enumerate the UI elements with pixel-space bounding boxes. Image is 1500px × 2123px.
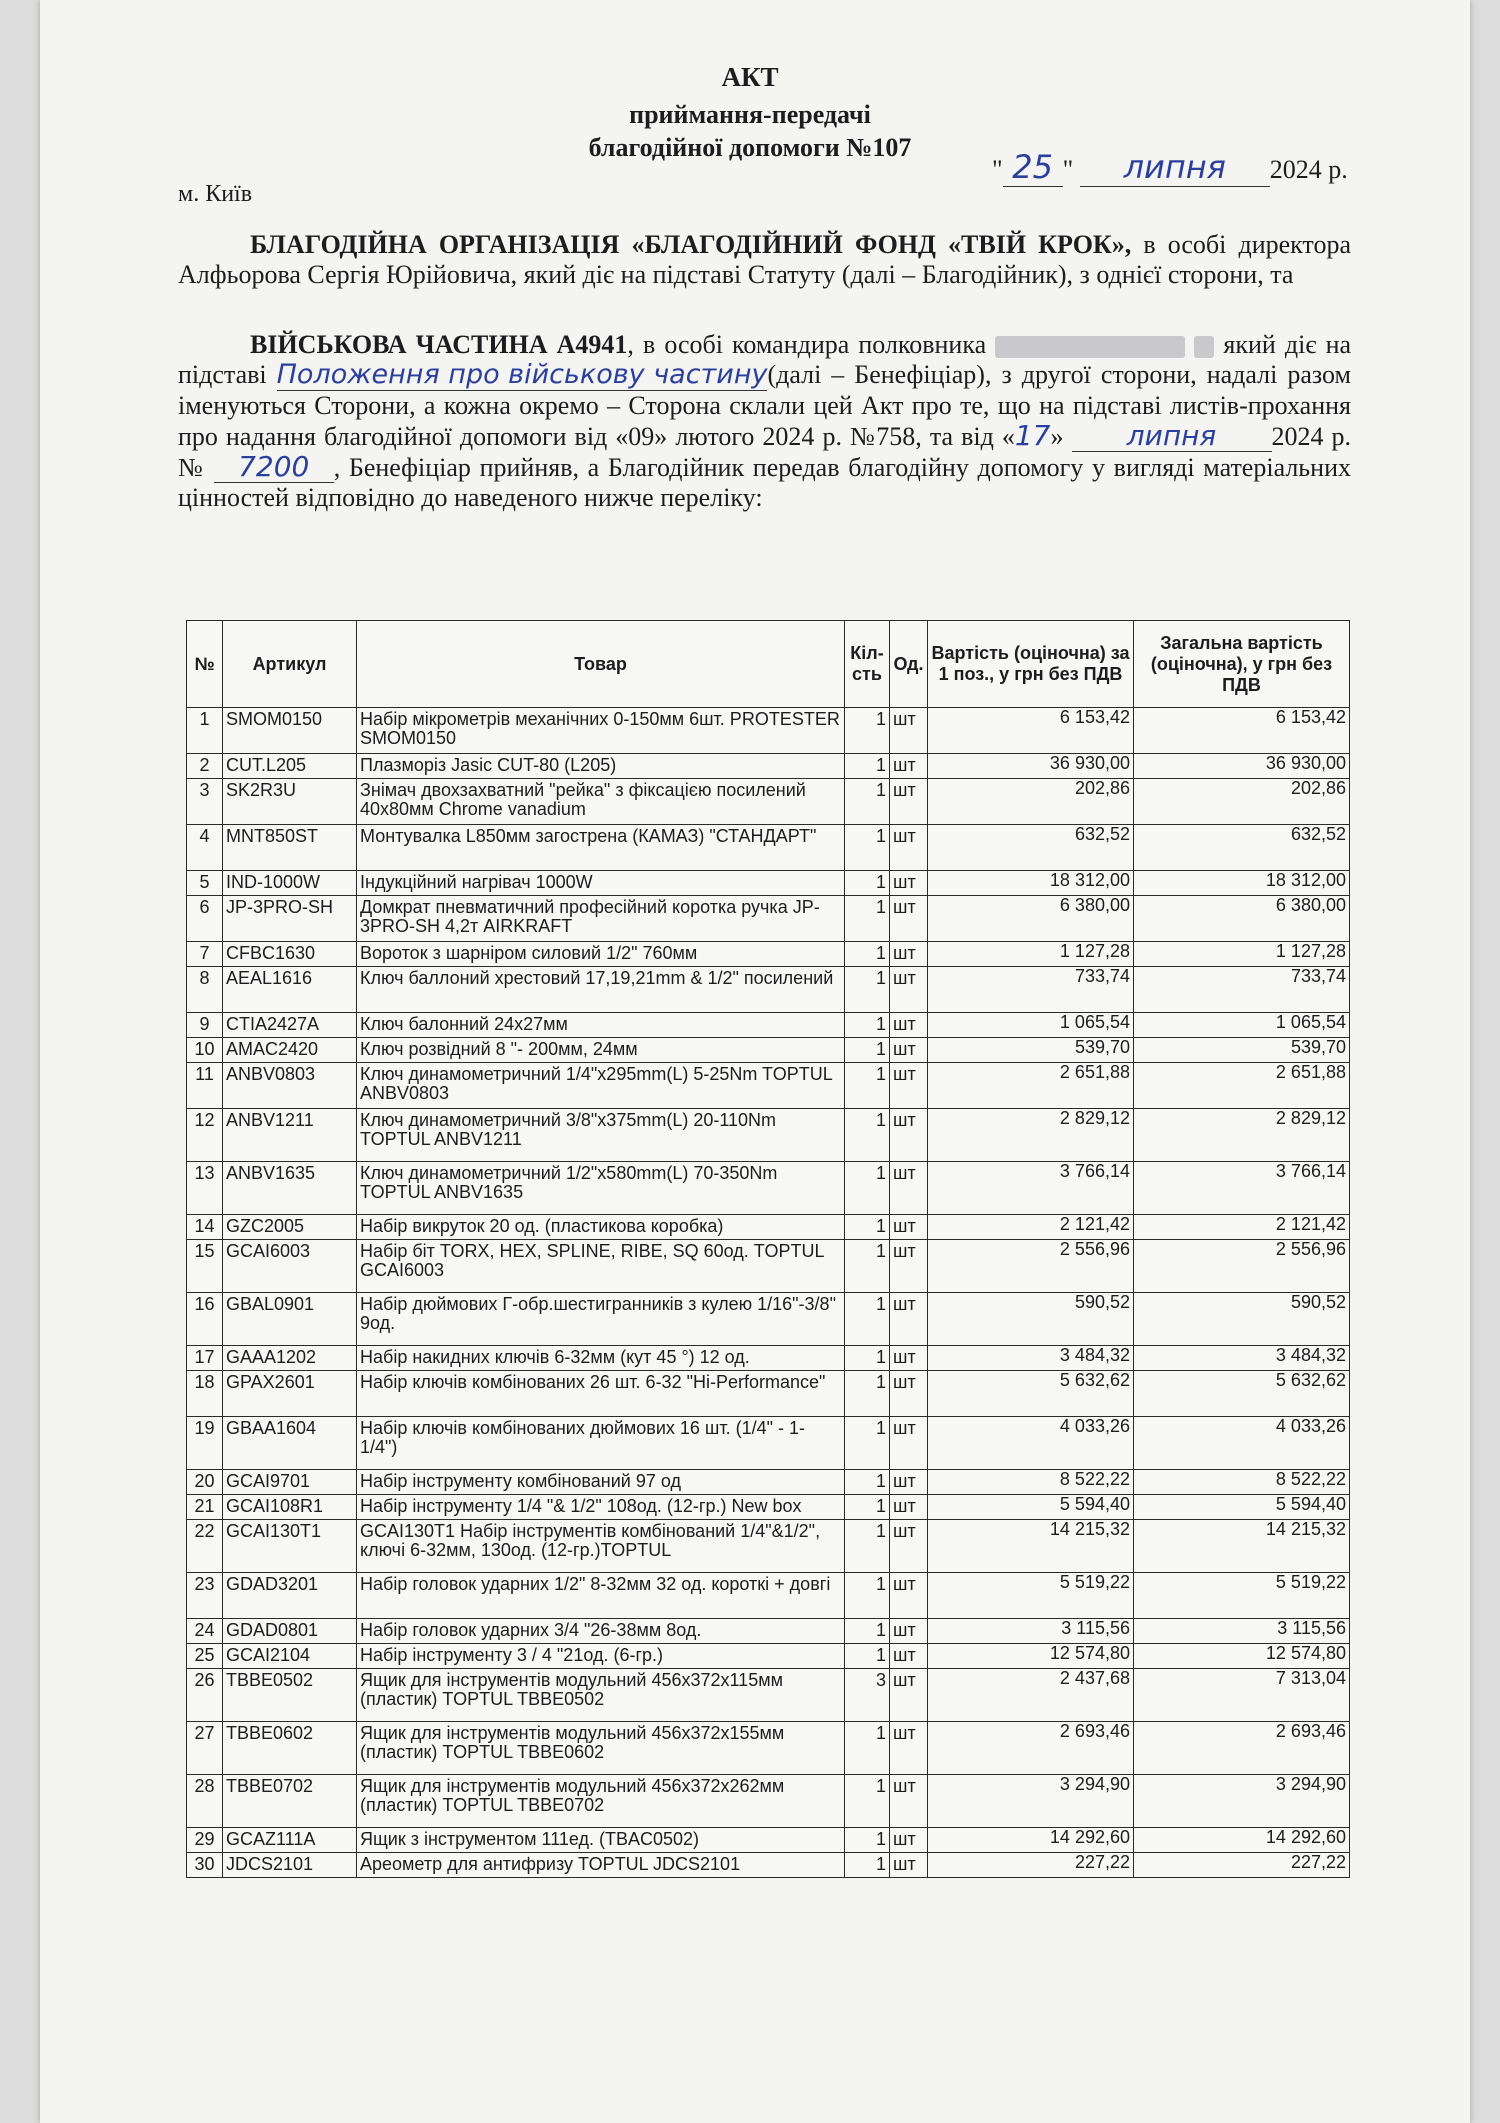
- cell-qty: 1: [845, 1644, 890, 1669]
- cell-product: GCAI130T1 Набір інструментів комбінований 1/4"&1/2", ключі 6-32мм, 130од. (12-гр.)TOPTUL: [357, 1520, 845, 1573]
- cell-price: 18 312,00: [928, 871, 1134, 896]
- cell-article: AMAC2420: [223, 1038, 357, 1063]
- cell-article: GCAI130T1: [223, 1520, 357, 1573]
- cell-unit: шт: [890, 1644, 928, 1669]
- table-row: [187, 708, 1350, 754]
- cell-price: 3 484,32: [928, 1346, 1134, 1371]
- cell-qty: 1: [845, 1063, 890, 1109]
- cell-price: 8 522,22: [928, 1470, 1134, 1495]
- cell-product: Плазморіз Jasic CUT-80 (L205): [357, 754, 845, 779]
- cell-unit: шт: [890, 1828, 928, 1853]
- cell-unit: шт: [890, 1619, 928, 1644]
- cell-product: Ключ балонний 24x27мм: [357, 1013, 845, 1038]
- cell-no: 4: [187, 825, 223, 871]
- cell-price: 1 065,54: [928, 1013, 1134, 1038]
- col-header-price: Вартість (оціночна) за 1 поз., у грн без ПДВ: [928, 621, 1134, 708]
- cell-qty: 1: [845, 1293, 890, 1346]
- cell-price: 2 437,68: [928, 1669, 1134, 1722]
- cell-total: 12 574,80: [1134, 1644, 1350, 1669]
- table-row: [187, 1013, 1350, 1038]
- cell-article: GBAA1604: [223, 1417, 357, 1470]
- cell-price: 202,86: [928, 779, 1134, 825]
- cell-price: 1 127,28: [928, 942, 1134, 967]
- cell-total: 2 556,96: [1134, 1240, 1350, 1293]
- date-block: " 25 " липня 2024 р.: [992, 148, 1348, 186]
- cell-price: 539,70: [928, 1038, 1134, 1063]
- cell-product: Набір ключів комбінованих дюймових 16 шт. (1/4" - 1-1/4"): [357, 1417, 845, 1470]
- cell-price: 14 292,60: [928, 1828, 1134, 1853]
- cell-product: Ящик для інструментів модульний 456x372x155мм (пластик) TOPTUL TBBE0602: [357, 1722, 845, 1775]
- cell-qty: 1: [845, 1722, 890, 1775]
- cell-no: 25: [187, 1644, 223, 1669]
- cell-price: 36 930,00: [928, 754, 1134, 779]
- cell-total: 202,86: [1134, 779, 1350, 825]
- cell-article: SK2R3U: [223, 779, 357, 825]
- cell-no: 3: [187, 779, 223, 825]
- cell-qty: 1: [845, 754, 890, 779]
- cell-total: 36 930,00: [1134, 754, 1350, 779]
- cell-price: 6 153,42: [928, 708, 1134, 754]
- table-row: [187, 1346, 1350, 1371]
- cell-unit: шт: [890, 896, 928, 942]
- cell-total: 632,52: [1134, 825, 1350, 871]
- table-row: [187, 1573, 1350, 1619]
- cell-price: 4 033,26: [928, 1417, 1134, 1470]
- cell-product: Ключ динамометричний 1/2"x580mm(L) 70-350Nm TOPTUL ANBV1635: [357, 1162, 845, 1215]
- cell-no: 17: [187, 1346, 223, 1371]
- cell-unit: шт: [890, 1417, 928, 1470]
- table-row: [187, 1417, 1350, 1470]
- table-row: [187, 1828, 1350, 1853]
- cell-article: JP-3PRO-SH: [223, 896, 357, 942]
- cell-product: Набір інструменту 1/4 "& 1/2" 108од. (12-гр.) New box: [357, 1495, 845, 1520]
- cell-product: Набір головок ударних 1/2" 8-32мм 32 од. короткі + довгі: [357, 1573, 845, 1619]
- cell-total: 6 380,00: [1134, 896, 1350, 942]
- cell-qty: 1: [845, 1240, 890, 1293]
- cell-unit: шт: [890, 1495, 928, 1520]
- cell-price: 2 121,42: [928, 1215, 1134, 1240]
- table-row: [187, 1619, 1350, 1644]
- col-header-article: Артикул: [223, 621, 357, 708]
- cell-total: 5 632,62: [1134, 1371, 1350, 1417]
- cell-article: GDAD0801: [223, 1619, 357, 1644]
- doc-subtitle-2: благодійної допомоги №107: [588, 133, 912, 162]
- cell-product: Ящик з інструментом 111ед. (TBAC0502): [357, 1828, 845, 1853]
- cell-total: 539,70: [1134, 1038, 1350, 1063]
- cell-price: 3 766,14: [928, 1162, 1134, 1215]
- cell-total: 1 127,28: [1134, 942, 1350, 967]
- cell-total: 2 829,12: [1134, 1109, 1350, 1162]
- table-row: [187, 1109, 1350, 1162]
- cell-unit: шт: [890, 1346, 928, 1371]
- cell-no: 20: [187, 1470, 223, 1495]
- cell-no: 9: [187, 1013, 223, 1038]
- table-row: [187, 1853, 1350, 1878]
- cell-unit: шт: [890, 1669, 928, 1722]
- cell-no: 30: [187, 1853, 223, 1878]
- cell-total: 8 522,22: [1134, 1470, 1350, 1495]
- table-row: [187, 1495, 1350, 1520]
- cell-no: 1: [187, 708, 223, 754]
- cell-price: 227,22: [928, 1853, 1134, 1878]
- cell-no: 6: [187, 896, 223, 942]
- cell-article: GCAI6003: [223, 1240, 357, 1293]
- cell-article: GBAL0901: [223, 1293, 357, 1346]
- cell-product: Індукційний нагрівач 1000W: [357, 871, 845, 896]
- cell-product: Ключ динамометричний 1/4"x295mm(L) 5-25Nm TOPTUL ANBV0803: [357, 1063, 845, 1109]
- cell-product: Монтувалка L850мм загострена (КАМАЗ) "СТАНДАРТ": [357, 825, 845, 871]
- table-row: [187, 942, 1350, 967]
- cell-unit: шт: [890, 1038, 928, 1063]
- cell-no: 19: [187, 1417, 223, 1470]
- cell-qty: 1: [845, 871, 890, 896]
- cell-no: 15: [187, 1240, 223, 1293]
- cell-total: 590,52: [1134, 1293, 1350, 1346]
- table-row: [187, 967, 1350, 1013]
- cell-article: TBBE0702: [223, 1775, 357, 1828]
- cell-qty: 1: [845, 1371, 890, 1417]
- cell-total: 1 065,54: [1134, 1013, 1350, 1038]
- cell-no: 21: [187, 1495, 223, 1520]
- cell-price: 733,74: [928, 967, 1134, 1013]
- cell-price: 5 632,62: [928, 1371, 1134, 1417]
- cell-qty: 1: [845, 825, 890, 871]
- cell-total: 3 294,90: [1134, 1775, 1350, 1828]
- cell-unit: шт: [890, 1240, 928, 1293]
- cell-total: 18 312,00: [1134, 871, 1350, 896]
- cell-product: Домкрат пневматичний професійний коротка ручка JP-3PRO-SH 4,2т AIRKRAFT: [357, 896, 845, 942]
- cell-product: Набір ключів комбінованих 26 шт. 6-32 "Hi-Performance": [357, 1371, 845, 1417]
- cell-total: 227,22: [1134, 1853, 1350, 1878]
- table-row: [187, 1293, 1350, 1346]
- cell-product: Набір дюймових Г-обр.шестигранників з кулею 1/16"-3/8" 9од.: [357, 1293, 845, 1346]
- cell-qty: 1: [845, 1828, 890, 1853]
- table-row: [187, 871, 1350, 896]
- cell-qty: 1: [845, 1573, 890, 1619]
- cell-unit: шт: [890, 708, 928, 754]
- cell-unit: шт: [890, 1162, 928, 1215]
- cell-no: 10: [187, 1038, 223, 1063]
- cell-unit: шт: [890, 967, 928, 1013]
- cell-qty: 1: [845, 1162, 890, 1215]
- cell-qty: 1: [845, 708, 890, 754]
- table-row: [187, 1038, 1350, 1063]
- table-row: [187, 1240, 1350, 1293]
- cell-total: 2 693,46: [1134, 1722, 1350, 1775]
- cell-no: 16: [187, 1293, 223, 1346]
- cell-article: CTIA2427A: [223, 1013, 357, 1038]
- cell-article: AEAL1616: [223, 967, 357, 1013]
- cell-total: 3 115,56: [1134, 1619, 1350, 1644]
- donor-description: в особі директора Алфьорова Сергія Юрійовича, який діє на підставі Статуту (далі – Благодійник), з однієї сторони, та: [178, 230, 1351, 289]
- redacted-name: [995, 336, 1185, 358]
- col-header-qty: Кіл-сть: [845, 621, 890, 708]
- cell-total: 6 153,42: [1134, 708, 1350, 754]
- cell-article: MNT850ST: [223, 825, 357, 871]
- cell-qty: 1: [845, 1038, 890, 1063]
- cell-total: 5 594,40: [1134, 1495, 1350, 1520]
- doc-title: АКТ: [721, 62, 779, 92]
- items-table: [186, 620, 1350, 1878]
- cell-product: Набір інструменту комбінований 97 од: [357, 1470, 845, 1495]
- letter-number-handwritten: 7200: [214, 452, 334, 483]
- cell-no: 29: [187, 1828, 223, 1853]
- cell-article: SMOM0150: [223, 708, 357, 754]
- cell-unit: шт: [890, 1063, 928, 1109]
- cell-price: 5 594,40: [928, 1495, 1134, 1520]
- table-row: [187, 1063, 1350, 1109]
- cell-article: GCAI2104: [223, 1644, 357, 1669]
- cell-total: 733,74: [1134, 967, 1350, 1013]
- cell-article: GPAX2601: [223, 1371, 357, 1417]
- cell-qty: 1: [845, 942, 890, 967]
- cell-no: 26: [187, 1669, 223, 1722]
- col-header-total: Загальна вартість (оціночна), у грн без ПДВ: [1134, 621, 1350, 708]
- cell-unit: шт: [890, 1371, 928, 1417]
- cell-price: 3 115,56: [928, 1619, 1134, 1644]
- cell-article: GZC2005: [223, 1215, 357, 1240]
- cell-unit: шт: [890, 942, 928, 967]
- cell-article: GAAA1202: [223, 1346, 357, 1371]
- cell-qty: 1: [845, 1417, 890, 1470]
- table-row: [187, 1371, 1350, 1417]
- cell-qty: 1: [845, 1109, 890, 1162]
- cell-no: 14: [187, 1215, 223, 1240]
- parties-paragraph-1: [178, 230, 1351, 290]
- cell-article: IND-1000W: [223, 871, 357, 896]
- cell-product: Набір викруток 20 од. (пластикова коробка): [357, 1215, 845, 1240]
- cell-article: JDCS2101: [223, 1853, 357, 1878]
- cell-product: Знімач двохзахватний "рейка" з фіксацією посилений 40x80мм Chrome vanadium: [357, 779, 845, 825]
- table-row: [187, 779, 1350, 825]
- cell-qty: 1: [845, 1470, 890, 1495]
- col-header-product: Товар: [357, 621, 845, 708]
- table-row: [187, 1644, 1350, 1669]
- cell-no: 23: [187, 1573, 223, 1619]
- table-row: [187, 825, 1350, 871]
- table-row: [187, 1775, 1350, 1828]
- cell-total: 14 215,32: [1134, 1520, 1350, 1573]
- cell-total: 5 519,22: [1134, 1573, 1350, 1619]
- cell-product: Набір накидних ключів 6-32мм (кут 45 °) 12 од.: [357, 1346, 845, 1371]
- cell-product: Ящик для інструментів модульний 456x372x115мм (пластик) TOPTUL TBBE0502: [357, 1669, 845, 1722]
- table-row: [187, 896, 1350, 942]
- cell-unit: шт: [890, 1013, 928, 1038]
- cell-no: 18: [187, 1371, 223, 1417]
- cell-product: Набір мікрометрів механічних 0-150мм 6шт. PROTESTER SMOM0150: [357, 708, 845, 754]
- cell-unit: шт: [890, 871, 928, 896]
- cell-total: 14 292,60: [1134, 1828, 1350, 1853]
- table-row: [187, 1470, 1350, 1495]
- cell-qty: 1: [845, 1346, 890, 1371]
- cell-price: 12 574,80: [928, 1644, 1134, 1669]
- cell-article: ANBV1211: [223, 1109, 357, 1162]
- cell-no: 22: [187, 1520, 223, 1573]
- cell-product: Вороток з шарніром силовий 1/2" 760мм: [357, 942, 845, 967]
- doc-subtitle-1: приймання-передачі: [629, 100, 871, 129]
- date-year: 2024 р.: [1269, 155, 1348, 184]
- cell-price: 632,52: [928, 825, 1134, 871]
- col-header-unit: Од.: [890, 621, 928, 708]
- cell-product: Ареометр для антифризу TOPTUL JDCS2101: [357, 1853, 845, 1878]
- cell-total: 3 484,32: [1134, 1346, 1350, 1371]
- col-header-no: №: [187, 621, 223, 708]
- cell-unit: шт: [890, 1293, 928, 1346]
- cell-qty: 3: [845, 1669, 890, 1722]
- letter-month-handwritten: липня: [1072, 421, 1272, 452]
- cell-unit: шт: [890, 1109, 928, 1162]
- cell-total: 7 313,04: [1134, 1669, 1350, 1722]
- cell-no: 24: [187, 1619, 223, 1644]
- cell-unit: шт: [890, 779, 928, 825]
- cell-qty: 1: [845, 1775, 890, 1828]
- cell-qty: 1: [845, 896, 890, 942]
- cell-price: 5 519,22: [928, 1573, 1134, 1619]
- cell-no: 27: [187, 1722, 223, 1775]
- cell-total: 2 651,88: [1134, 1063, 1350, 1109]
- cell-price: 2 651,88: [928, 1063, 1134, 1109]
- cell-article: CUT.L205: [223, 754, 357, 779]
- cell-product: Ящик для інструментів модульний 456x372x262мм (пластик) TOPTUL TBBE0702: [357, 1775, 845, 1828]
- parties-paragraph-2: ВІЙСЬКОВА ЧАСТИНА А4941, в особі командира полковника який діє на підставі Положення про військову частину(далі – Бенефіціар), з другої сторони, надалі разом іменуються Сторони, а кожна окремо – Сторона склали цей Акт про те, що на підставі листів-прохання про надання благодійної допомоги від «09» лютого 2024 р. №758, та від «17» липня 2024 р. № 7200 , Бенефіціар прийняв, а Благодійник передав благодійну допомогу у вигляді матеріальних цінностей відповідно до наведеного нижче переліку:: [178, 330, 1352, 512]
- cell-price: 14 215,32: [928, 1520, 1134, 1573]
- cell-qty: 1: [845, 1853, 890, 1878]
- cell-qty: 1: [845, 1619, 890, 1644]
- cell-qty: 1: [845, 1215, 890, 1240]
- cell-unit: шт: [890, 1853, 928, 1878]
- beneficiary-unit-name: ВІЙСЬКОВА ЧАСТИНА А4941: [250, 330, 628, 359]
- cell-article: GCAZ111A: [223, 1828, 357, 1853]
- city: м. Київ: [178, 181, 253, 207]
- table-row: [187, 1215, 1350, 1240]
- cell-no: 13: [187, 1162, 223, 1215]
- table-header-row: [187, 621, 1350, 708]
- cell-article: GCAI108R1: [223, 1495, 357, 1520]
- cell-no: 2: [187, 754, 223, 779]
- letter-day-handwritten: 17: [1014, 419, 1051, 452]
- cell-no: 11: [187, 1063, 223, 1109]
- basis-handwritten: Положення про військову частину: [276, 359, 768, 390]
- cell-price: 2 693,46: [928, 1722, 1134, 1775]
- table-row: [187, 754, 1350, 779]
- cell-no: 28: [187, 1775, 223, 1828]
- cell-article: TBBE0502: [223, 1669, 357, 1722]
- cell-article: ANBV1635: [223, 1162, 357, 1215]
- cell-qty: 1: [845, 1520, 890, 1573]
- cell-unit: шт: [890, 1775, 928, 1828]
- cell-no: 5: [187, 871, 223, 896]
- date-day-handwritten: 25: [1003, 148, 1063, 187]
- cell-unit: шт: [890, 825, 928, 871]
- cell-price: 6 380,00: [928, 896, 1134, 942]
- cell-price: 590,52: [928, 1293, 1134, 1346]
- cell-unit: шт: [890, 1573, 928, 1619]
- cell-qty: 1: [845, 1495, 890, 1520]
- cell-unit: шт: [890, 1520, 928, 1573]
- table-row: [187, 1162, 1350, 1215]
- cell-product: Ключ динамометричний 3/8"x375mm(L) 20-110Nm TOPTUL ANBV1211: [357, 1109, 845, 1162]
- cell-unit: шт: [890, 1470, 928, 1495]
- cell-qty: 1: [845, 967, 890, 1013]
- cell-no: 12: [187, 1109, 223, 1162]
- cell-price: 2 829,12: [928, 1109, 1134, 1162]
- cell-article: TBBE0602: [223, 1722, 357, 1775]
- cell-price: 2 556,96: [928, 1240, 1134, 1293]
- cell-article: ANBV0803: [223, 1063, 357, 1109]
- cell-article: GDAD3201: [223, 1573, 357, 1619]
- cell-unit: шт: [890, 1215, 928, 1240]
- cell-price: 3 294,90: [928, 1775, 1134, 1828]
- redacted-name-2: [1194, 336, 1214, 358]
- cell-total: 4 033,26: [1134, 1417, 1350, 1470]
- cell-product: Набір головок ударних 3/4 "26-38мм 8од.: [357, 1619, 845, 1644]
- date-month-handwritten: липня: [1080, 148, 1270, 187]
- table-row: [187, 1722, 1350, 1775]
- cell-qty: 1: [845, 1013, 890, 1038]
- cell-no: 7: [187, 942, 223, 967]
- cell-qty: 1: [845, 779, 890, 825]
- table-row: [187, 1669, 1350, 1722]
- cell-no: 8: [187, 967, 223, 1013]
- cell-product: Набір інструменту 3 / 4 "21од. (6-гр.): [357, 1644, 845, 1669]
- cell-article: CFBC1630: [223, 942, 357, 967]
- cell-unit: шт: [890, 754, 928, 779]
- cell-unit: шт: [890, 1722, 928, 1775]
- cell-product: Ключ розвідний 8 "- 200мм, 24мм: [357, 1038, 845, 1063]
- cell-product: Набір біт TORX, HEX, SPLINE, RIBE, SQ 60од. TOPTUL GCAI6003: [357, 1240, 845, 1293]
- cell-product: Ключ баллоний хрестовий 17,19,21mm & 1/2" посилений: [357, 967, 845, 1013]
- cell-total: 2 121,42: [1134, 1215, 1350, 1240]
- table-row: [187, 1520, 1350, 1573]
- cell-total: 3 766,14: [1134, 1162, 1350, 1215]
- cell-article: GCAI9701: [223, 1470, 357, 1495]
- donor-org-name: БЛАГОДІЙНА ОРГАНІЗАЦІЯ «БЛАГОДІЙНИЙ ФОНД «ТВІЙ КРОК»,: [250, 230, 1132, 259]
